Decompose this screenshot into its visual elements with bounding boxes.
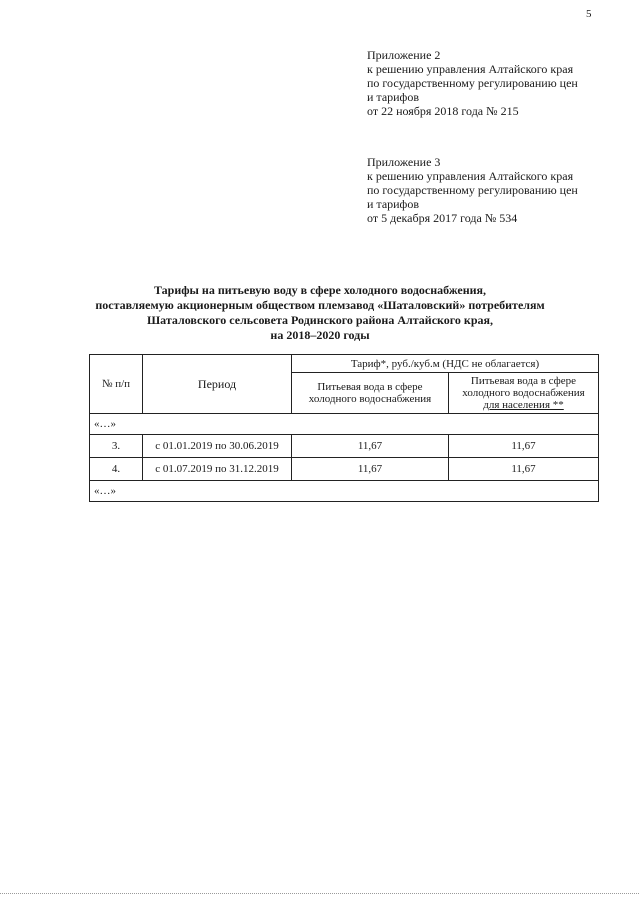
header-tariff: Тариф*, руб./куб.м (НДС не облагается) (292, 355, 599, 373)
table-row (90, 435, 599, 458)
title-line: Шаталовского сельсовета Родинского района Алтайского края, (146, 313, 494, 327)
header-period: Период (143, 355, 292, 414)
row-period: с 01.07.2019 по 31.12.2019 (143, 458, 292, 481)
row-population-value: 11,67 (449, 435, 599, 458)
table-header-row (90, 355, 599, 373)
header-population-water (449, 373, 599, 414)
row-num: 4. (90, 458, 143, 481)
table-row (90, 458, 599, 481)
header-num: № п/п (90, 355, 143, 414)
ellipsis-row (90, 414, 599, 435)
appendix-current-line: к решению управления Алтайского края (367, 62, 574, 76)
row-population-value: 11,67 (449, 458, 599, 481)
page-bottom-divider (0, 893, 639, 894)
document-title (60, 283, 580, 343)
header-population-line: Питьевая вода в сфере (470, 375, 577, 387)
ellipsis-cell: «…» (90, 481, 599, 502)
tariff-table (89, 354, 599, 502)
appendix-original-block (367, 155, 629, 225)
header-general-line: холодного водоснабжения (308, 393, 432, 405)
title-line: поставляемую акционерным обществом племзавод «Шаталовский» потребителям (95, 298, 545, 312)
title-line: Тарифы на питьевую воду в сфере холодного водоснабжения, (153, 283, 487, 297)
appendix-original-line: по государственному регулированию цен (367, 183, 578, 197)
row-general-value: 11,67 (292, 458, 449, 481)
row-period: с 01.01.2019 по 30.06.2019 (143, 435, 292, 458)
title-line: на 2018–2020 годы (270, 328, 370, 342)
header-general-water (292, 373, 449, 414)
appendix-original-line: и тарифов (367, 197, 420, 211)
row-general-value: 11,67 (292, 435, 449, 458)
page-number: 5 (586, 8, 592, 20)
appendix-current-block (367, 48, 629, 118)
appendix-original-line: Приложение 3 (367, 155, 441, 169)
ellipsis-cell: «…» (90, 414, 599, 435)
row-num: 3. (90, 435, 143, 458)
appendix-original-line: от 5 декабря 2017 года № 534 (367, 211, 518, 225)
header-population-line: для населения ** (483, 399, 564, 411)
header-population-line: холодного водоснабжения (462, 387, 585, 399)
appendix-current-line: по государственному регулированию цен (367, 76, 578, 90)
appendix-current-line: от 22 ноября 2018 года № 215 (367, 104, 519, 118)
appendix-original-line: к решению управления Алтайского края (367, 169, 574, 183)
appendix-current-line: Приложение 2 (367, 48, 441, 62)
appendix-current-line: и тарифов (367, 90, 420, 104)
ellipsis-row (90, 481, 599, 502)
header-general-line: Питьевая вода в сфере (317, 381, 423, 393)
